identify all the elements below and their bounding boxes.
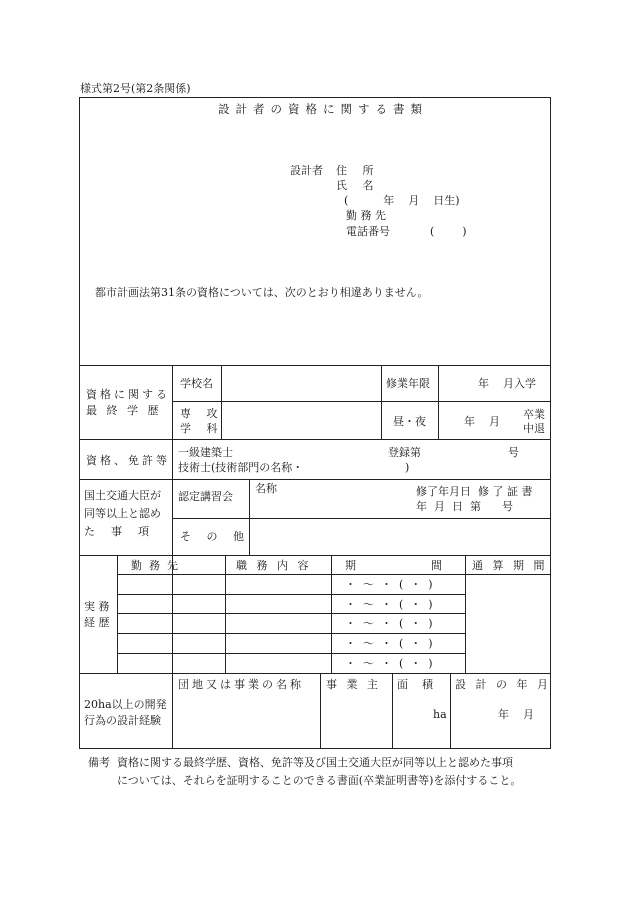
divider <box>79 439 551 440</box>
license-label: 資格、免許等 <box>86 454 170 467</box>
divider <box>450 673 451 749</box>
address-label: 住 所 <box>336 164 380 177</box>
education-label-2: 最 終 学 歴 <box>86 404 162 417</box>
col-operator: 事 業 主 <box>326 678 381 691</box>
note-line-2: については、それらを証明することのできる書面(卒業証明書等)を添付すること。 <box>117 774 522 787</box>
professional-engineer: 技術士(技術部門の名称・ <box>178 461 304 474</box>
major-label-1: 専 攻 <box>180 407 224 420</box>
phone-paren: ( ) <box>430 225 467 238</box>
recognized-label-3: た 事 項 <box>84 525 152 538</box>
other-label: そ の 他 <box>180 530 250 543</box>
divider <box>117 555 118 673</box>
divider <box>172 518 551 519</box>
study-years-label: 修業年限 <box>386 377 430 390</box>
day-night-label: 昼・夜 <box>393 415 426 428</box>
period-row: ・ 〜 ・ ( ・ ) <box>345 578 433 591</box>
divider <box>172 365 173 673</box>
school-name-label: 学校名 <box>180 377 213 390</box>
period-row: ・ 〜 ・ ( ・ ) <box>345 637 433 650</box>
phone-label: 電話番号 <box>346 225 390 238</box>
col-project-name: 団地又は事業の名称 <box>178 678 304 691</box>
divider <box>117 633 465 634</box>
development-label-1: 20ha以上の開発 <box>84 698 167 711</box>
col-period-2: 間 <box>431 559 442 572</box>
workplace-label: 勤 務 先 <box>346 209 386 222</box>
registration-number-suffix: 号 <box>508 446 519 459</box>
col-total-period: 通 算 期 間 <box>472 559 548 572</box>
divider <box>392 673 393 749</box>
divider <box>381 365 382 439</box>
divider <box>331 555 332 673</box>
design-year-month: 年 月 <box>498 708 534 721</box>
area-unit: ha <box>433 708 447 721</box>
first-class-architect: 一級建築士 <box>178 446 233 459</box>
name-label: 氏 名 <box>336 179 380 192</box>
recognized-label-1: 国土交通大臣が <box>84 489 161 502</box>
divider <box>79 555 551 556</box>
course-name-label: 名称 <box>255 482 277 495</box>
engineer-close-paren: ) <box>405 461 410 474</box>
completion-date-number: 年 月 日 第 号 <box>416 500 513 513</box>
designer-label: 設計者 <box>290 164 323 177</box>
note-line-1: 備考 資格に関する最終学歴、資格、免許等及び国土交通大臣が同等以上と認めた事項 <box>88 756 513 769</box>
divider <box>438 365 439 439</box>
divider <box>117 653 465 654</box>
major-label-2: 学 科 <box>180 422 224 435</box>
birth-date-line: ( 年 月 日生) <box>344 194 460 207</box>
enrollment-text: 年 月入学 <box>478 377 536 390</box>
period-row: ・ 〜 ・ ( ・ ) <box>345 617 433 630</box>
col-duties: 職 務 内 容 <box>236 559 312 572</box>
form-number-label: 様式第2号(第2条関係) <box>80 82 191 95</box>
experience-label-2: 経 歴 <box>84 616 110 629</box>
graduated-label: 卒業 <box>523 408 545 421</box>
period-row: ・ 〜 ・ ( ・ ) <box>345 598 433 611</box>
divider <box>172 673 173 749</box>
divider <box>79 673 551 674</box>
divider <box>79 479 551 480</box>
period-row: ・ 〜 ・ ( ・ ) <box>345 657 433 670</box>
col-area: 面 積 <box>397 678 433 691</box>
document-title: 設計者の資格に関する書類 <box>218 102 428 116</box>
development-label-2: 行為の設計経験 <box>84 714 161 727</box>
col-design-year: 設 計 の 年 月 <box>455 678 551 691</box>
declaration-text: 都市計画法第31条の資格については、次のとおり相違ありません。 <box>95 286 429 299</box>
certified-course-label: 認定講習会 <box>178 490 233 503</box>
education-label-1: 資格に関する <box>86 388 170 401</box>
divider <box>172 401 551 402</box>
withdrew-label: 中退 <box>523 422 545 435</box>
divider <box>117 613 465 614</box>
divider <box>117 594 465 595</box>
experience-label-1: 実 務 <box>84 600 110 613</box>
col-workplace: 勤 務 先 <box>131 559 178 572</box>
completion-header: 修了年月日 修 了 証 書 <box>416 485 533 498</box>
recognized-label-2: 同等以上と認め <box>84 507 161 520</box>
divider <box>225 555 226 673</box>
divider <box>117 574 551 575</box>
divider <box>79 365 551 366</box>
col-period-1: 期 <box>345 559 356 572</box>
registration-label: 登録第 <box>388 446 421 459</box>
divider <box>465 555 466 673</box>
divider <box>320 673 321 749</box>
divider <box>249 479 250 555</box>
graduation-year-month: 年 月 <box>464 415 500 428</box>
